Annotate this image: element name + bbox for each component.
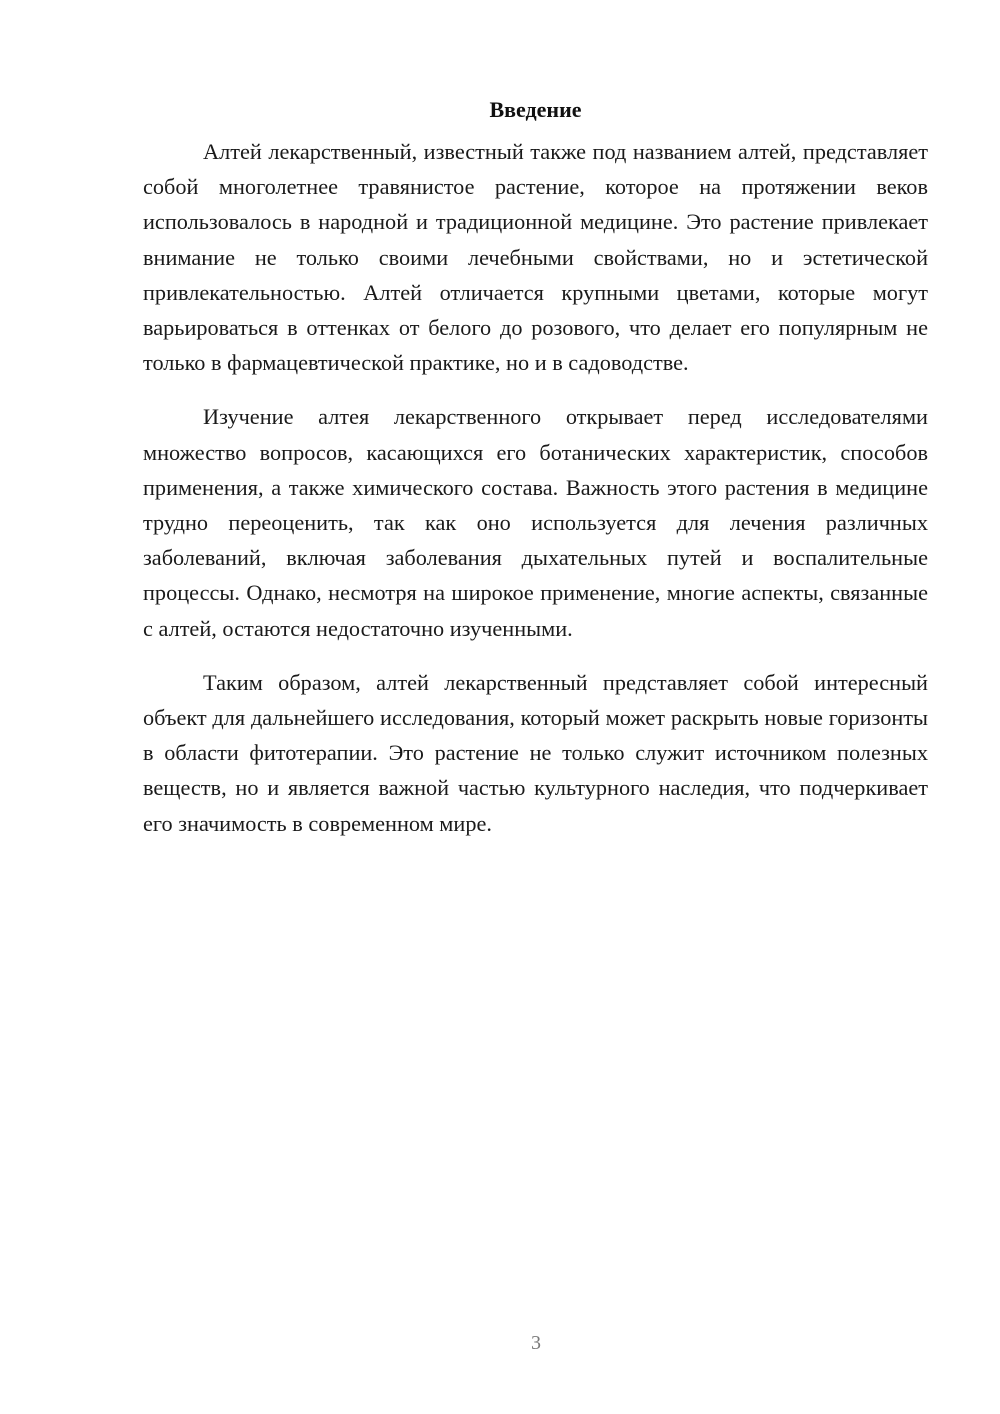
page-content [143,92,928,860]
section-heading: Введение [489,97,582,122]
paragraph-1: Алтей лекарственный, известный также под названием алтей, представляет собой многолетнее травянистое растение, которое на протяжении веков использовалось в народной и традиционной медицине. Это растение привлекает внимание не только своими лечебными свойствами, но и эстетической привлекательностью. Алтей отличается крупными цветами, которые могут варьироваться в оттенках от белого до розового, что делает его популярным не только в фармацевтической практике, но и в садоводстве. [143,139,928,376]
page-number: 3 [531,1332,541,1354]
paragraph-2: Изучение алтея лекарственного открывает перед исследователями множество вопросов, касающихся его ботанических характеристик, способов применения, а также химического состава. Важность этого растения в медицине трудно переоценить, так как оно используется для лечения различных заболеваний, включая заболевания дыхательных путей и воспалительные процессы. Однако, несмотря на широкое применение, многие аспекты, связанные с алтей, остаются недостаточно изученными. [143,404,928,641]
paragraph-3: Таким образом, алтей лекарственный представляет собой интересный объект для дальнейшего исследования, который может раскрыть новые горизонты в области фитотерапии. Это растение не только служит источником полезных веществ, но и является важной частью культурного наследия, что подчеркивает его значимость в современном мире. [143,669,928,836]
